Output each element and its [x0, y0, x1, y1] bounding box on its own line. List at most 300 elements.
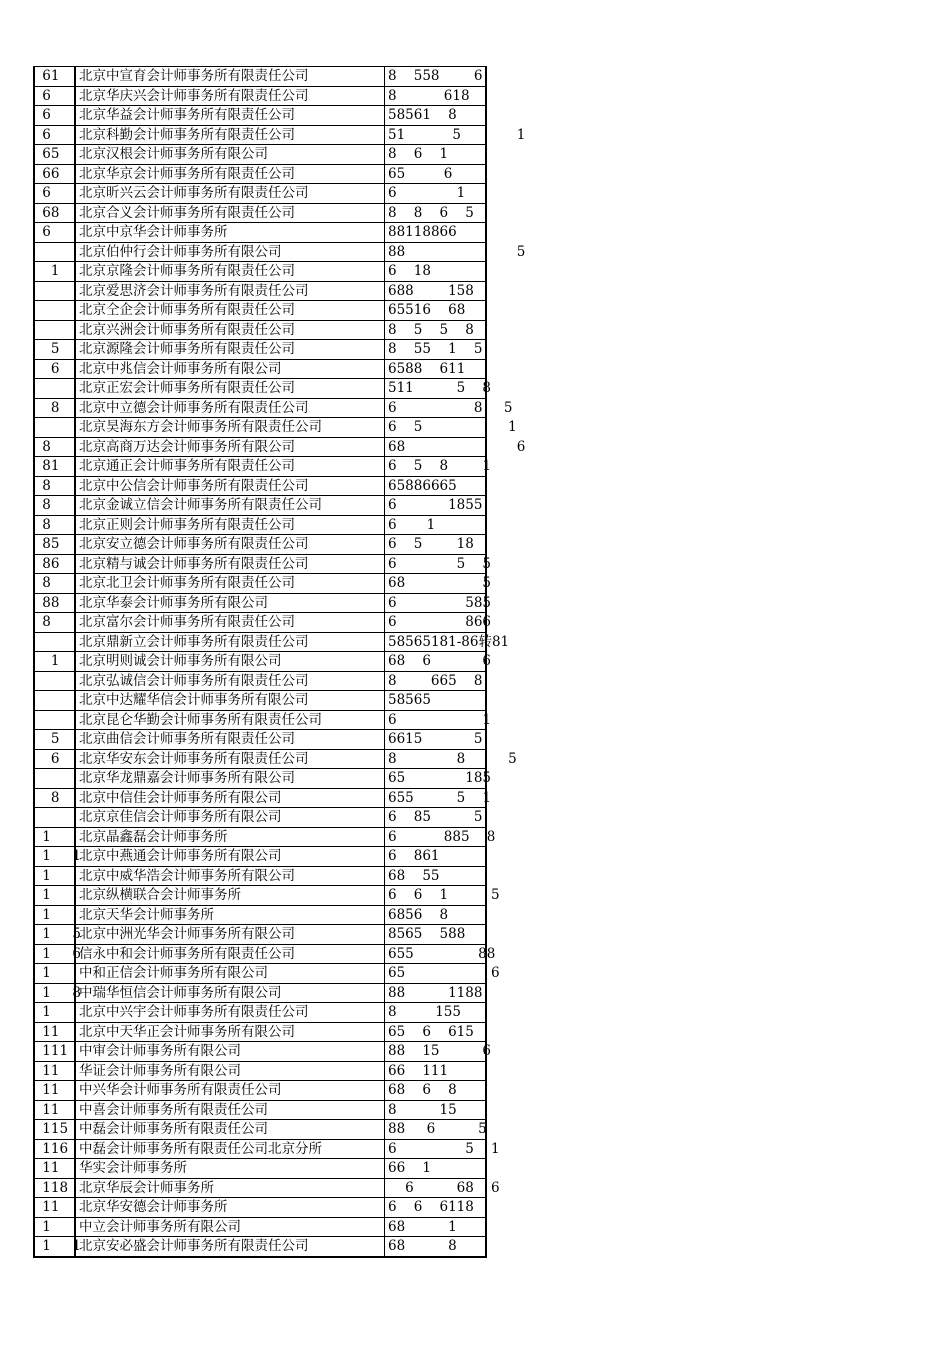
- firm-name: 北京爱思济会计师事务所有限责任公司: [75, 281, 385, 301]
- row-number-cell: [34, 1159, 75, 1179]
- row-number: 1 8: [38, 984, 81, 1001]
- row-number-cell: [34, 223, 75, 243]
- firm-name: 北京中威华浩会计师事务所有限公司: [75, 866, 385, 886]
- table-row: [34, 808, 486, 828]
- firm-name: 北京昊海东方会计师事务所有限责任公司: [75, 418, 385, 438]
- phone-number: 655 5 1: [388, 789, 492, 806]
- firm-name: 北京天华会计师事务所: [75, 905, 385, 925]
- table-row: [34, 1159, 486, 1179]
- phone-number: 8 155: [388, 1004, 461, 1021]
- phone-number: 6 885 8: [388, 828, 496, 845]
- phone-cell: [385, 671, 487, 691]
- table-row: [34, 613, 486, 633]
- phone-cell: [385, 691, 487, 711]
- row-number-cell: [34, 457, 75, 477]
- table-row: [34, 515, 486, 535]
- table-row: [34, 437, 486, 457]
- phone-cell: [385, 1003, 487, 1023]
- phone-number: 65516 68: [388, 302, 466, 319]
- row-number: 8: [38, 497, 51, 514]
- row-number: 8: [38, 516, 51, 533]
- phone-number: 6 85 5: [388, 809, 483, 826]
- phone-cell: [385, 730, 487, 750]
- phone-number: 65886665: [388, 477, 457, 494]
- phone-number: 6 5 1: [388, 1140, 500, 1157]
- firm-name: 北京通正会计师事务所有限责任公司: [75, 457, 385, 477]
- table-row: [34, 301, 486, 321]
- firm-name: 北京京佳信会计师事务所有限公司: [75, 808, 385, 828]
- row-number-cell: [34, 886, 75, 906]
- row-number: 68: [38, 204, 60, 221]
- phone-cell: [385, 242, 526, 262]
- row-number-cell: [34, 379, 75, 399]
- phone-cell: [385, 808, 487, 828]
- phone-number: 8 5 5 8: [388, 321, 474, 338]
- row-number-cell: [34, 1022, 75, 1042]
- table-row: [34, 418, 486, 438]
- row-number: 1 5: [38, 926, 81, 943]
- row-number-cell: [34, 320, 75, 340]
- row-number-cell: [34, 1237, 81, 1257]
- row-number: 6: [38, 87, 51, 104]
- row-number-cell: [34, 418, 75, 438]
- phone-number: 58561 8: [388, 107, 457, 124]
- phone-cell: [385, 301, 487, 321]
- phone-number: 88118866: [388, 224, 457, 241]
- phone-number: 511 5 8: [388, 380, 492, 397]
- firm-name: 北京正则会计师事务所有限责任公司: [75, 515, 385, 535]
- phone-cell: [385, 1022, 487, 1042]
- table-row: [34, 320, 486, 340]
- row-number: 1: [38, 965, 51, 982]
- table-row: [34, 847, 486, 867]
- phone-number: 51 5 1: [388, 126, 526, 143]
- phone-cell: [385, 418, 517, 438]
- table-row: [34, 242, 486, 262]
- row-number: 11: [38, 1160, 60, 1177]
- row-number: 6: [38, 224, 51, 241]
- phone-number: 6 861: [388, 848, 440, 865]
- phone-cell: [385, 866, 487, 886]
- phone-number: 6 8 5: [388, 399, 513, 416]
- row-number-cell: [34, 788, 75, 808]
- phone-number: 8565 588: [388, 926, 466, 943]
- firm-name: 北京华龙鼎嘉会计师事务所有限公司: [75, 769, 385, 789]
- row-number: 81: [38, 458, 60, 475]
- row-number: 6: [38, 185, 51, 202]
- table-row: [34, 710, 486, 730]
- phone-number: 6 5 18: [388, 536, 474, 553]
- phone-number: 68 8: [388, 1238, 457, 1255]
- phone-cell: [385, 983, 487, 1003]
- phone-number: 65 6: [388, 165, 453, 182]
- phone-number: 68 6 8: [388, 1082, 457, 1099]
- row-number: 66: [38, 165, 60, 182]
- firm-name: 北京晶鑫磊会计师事务所: [75, 827, 385, 847]
- phone-cell: [385, 769, 492, 789]
- row-number-cell: [34, 574, 75, 594]
- table-row: [34, 1003, 486, 1023]
- row-number-cell: [34, 632, 75, 652]
- table-row: [34, 145, 486, 165]
- table-row: [34, 827, 486, 847]
- firm-name: 北京伯仲行会计师事务所有限公司: [75, 242, 385, 262]
- phone-cell: [385, 145, 487, 165]
- firm-name: 北京纵横联合会计师事务所: [75, 886, 385, 906]
- firm-name: 北京昆仑华勤会计师事务所有限责任公司: [75, 710, 385, 730]
- table-body: [34, 67, 526, 1257]
- table-row: [34, 262, 486, 282]
- table-row: [34, 86, 486, 106]
- row-number-cell: [34, 359, 75, 379]
- firm-name: 北京中公信会计师事务所有限责任公司: [75, 476, 385, 496]
- firm-name: 北京华安德会计师事务所: [75, 1198, 385, 1218]
- table-row: [34, 359, 486, 379]
- firm-name: 北京中达耀华信会计师事务所有限公司: [75, 691, 385, 711]
- phone-number: 8 55 1 5: [388, 341, 483, 358]
- row-number-cell: [34, 398, 75, 418]
- row-number-cell: [34, 1081, 75, 1101]
- phone-number: 8 6 1: [388, 146, 449, 163]
- row-number-cell: [34, 769, 75, 789]
- phone-cell: [385, 847, 487, 867]
- phone-number: 88 1188: [388, 984, 483, 1001]
- phone-number: 6 1: [388, 711, 492, 728]
- table-row: [34, 1042, 486, 1062]
- firm-name: 中磊会计师事务所有限责任公司北京分所: [75, 1139, 385, 1159]
- phone-cell: [385, 1042, 492, 1062]
- phone-cell: [385, 613, 492, 633]
- table-row: [34, 125, 486, 145]
- table-row: [34, 632, 486, 652]
- phone-cell: [385, 457, 492, 477]
- firm-name: 北京源隆会计师事务所有限责任公司: [75, 340, 385, 360]
- phone-number: 688 158: [388, 282, 474, 299]
- phone-cell: [385, 574, 492, 594]
- phone-number: 68 55: [388, 867, 440, 884]
- phone-number: 6615 5: [388, 731, 483, 748]
- firm-name: 中磊会计师事务所有限责任公司: [75, 1120, 385, 1140]
- phone-cell: [385, 1237, 487, 1257]
- row-number-cell: [34, 262, 75, 282]
- table-row: [34, 476, 486, 496]
- table-row: [34, 983, 486, 1003]
- phone-number: 6 68 6: [388, 1179, 500, 1196]
- table-row: [34, 281, 486, 301]
- firm-name: 北京曲信会计师事务所有限责任公司: [75, 730, 385, 750]
- firm-name: 北京弘诚信会计师事务所有限责任公司: [75, 671, 385, 691]
- row-number: 111: [38, 1043, 69, 1060]
- firm-name: 北京中信佳会计师事务所有限公司: [75, 788, 385, 808]
- phone-number: 8 665 8: [388, 672, 483, 689]
- firm-name: 北京富尔会计师事务所有限责任公司: [75, 613, 385, 633]
- row-number-cell: [34, 671, 75, 691]
- firm-name: 北京安立德会计师事务所有限责任公司: [75, 535, 385, 555]
- row-number-cell: [34, 866, 75, 886]
- row-number-cell: [34, 944, 81, 964]
- row-number: 1 1: [38, 848, 81, 865]
- phone-number: 6 1: [388, 185, 466, 202]
- firm-name: 华实会计师事务所: [75, 1159, 385, 1179]
- table-row: [34, 866, 486, 886]
- firm-name: 中审会计师事务所有限公司: [75, 1042, 385, 1062]
- row-number-cell: [34, 340, 75, 360]
- phone-cell: [385, 223, 487, 243]
- phone-cell: [385, 1159, 487, 1179]
- row-number-cell: [34, 593, 75, 613]
- row-number-cell: [34, 691, 75, 711]
- phone-number: 6 18: [388, 263, 431, 280]
- row-number-cell: [34, 184, 75, 204]
- row-number-cell: [34, 1217, 75, 1237]
- table-row: [34, 1100, 486, 1120]
- firm-directory-table: [33, 66, 526, 1258]
- row-number: 1: [38, 1004, 51, 1021]
- phone-cell: [385, 67, 487, 87]
- phone-number: 8 8 5: [388, 750, 517, 767]
- phone-cell: [385, 398, 513, 418]
- phone-cell: [385, 164, 487, 184]
- row-number: 6: [38, 107, 51, 124]
- phone-number: 6 6 6118: [388, 1199, 474, 1216]
- row-number-cell: [34, 964, 75, 984]
- firm-name: 北京中洲光华会计师事务所有限公司: [75, 925, 385, 945]
- firm-name: 华证会计师事务所有限公司: [75, 1061, 385, 1081]
- row-number: 8: [38, 438, 51, 455]
- firm-name: 北京明则诚会计师事务所有限公司: [75, 652, 385, 672]
- table-row: [34, 593, 486, 613]
- table-row: [34, 554, 486, 574]
- table-row: [34, 1081, 486, 1101]
- table-row: [34, 1237, 486, 1257]
- phone-number: 6 1855: [388, 497, 483, 514]
- row-number-cell: [34, 983, 81, 1003]
- table-row: [34, 1061, 486, 1081]
- phone-cell: [385, 281, 487, 301]
- row-number-cell: [34, 164, 75, 184]
- phone-cell: [385, 535, 487, 555]
- table-row: [34, 164, 486, 184]
- firm-name: 中和正信会计师事务所有限公司: [75, 964, 385, 984]
- firm-name: 北京精与诚会计师事务所有限责任公司: [75, 554, 385, 574]
- firm-name: 北京中京华会计师事务所: [75, 223, 385, 243]
- table-row: [34, 691, 486, 711]
- table-row: [34, 535, 486, 555]
- row-number: 8: [38, 399, 60, 416]
- firm-name: 北京华庆兴会计师事务所有限责任公司: [75, 86, 385, 106]
- firm-name: 北京汉根会计师事务所有限公司: [75, 145, 385, 165]
- row-number: 1: [38, 828, 51, 845]
- phone-number: 6588 611: [388, 360, 466, 377]
- row-number: 1: [38, 906, 51, 923]
- phone-number: 65 6 615: [388, 1023, 474, 1040]
- firm-name: 北京华安东会计师事务所有限责任公司: [75, 749, 385, 769]
- row-number-cell: [34, 1178, 75, 1198]
- firm-name: 信永中和会计师事务所有限责任公司: [75, 944, 385, 964]
- row-number-cell: [34, 652, 75, 672]
- row-number-cell: [34, 535, 75, 555]
- row-number-cell: [34, 67, 75, 87]
- table-row: [34, 652, 486, 672]
- phone-cell: [385, 379, 492, 399]
- phone-cell: [385, 1139, 500, 1159]
- phone-cell: [385, 905, 487, 925]
- row-number-cell: [34, 476, 75, 496]
- row-number-cell: [34, 496, 75, 516]
- phone-cell: [385, 125, 526, 145]
- phone-cell: [385, 593, 492, 613]
- phone-cell: [385, 925, 487, 945]
- firm-name: 北京昕兴云会计师事务所有限责任公司: [75, 184, 385, 204]
- phone-cell: [385, 476, 487, 496]
- table-row: [34, 379, 486, 399]
- row-number: 61: [38, 68, 60, 85]
- table-row: [34, 398, 486, 418]
- firm-name: 北京中天华正会计师事务所有限公司: [75, 1022, 385, 1042]
- row-number-cell: [34, 1042, 75, 1062]
- row-number-cell: [34, 1198, 75, 1218]
- phone-cell: [385, 496, 487, 516]
- row-number: 5: [38, 341, 60, 358]
- row-number: 6: [38, 360, 60, 377]
- phone-number: 6 1: [388, 516, 436, 533]
- phone-number: 58565181-86转81: [388, 633, 510, 650]
- row-number-cell: [34, 86, 75, 106]
- phone-cell: [385, 86, 487, 106]
- row-number: 8: [38, 789, 60, 806]
- table-row: [34, 749, 486, 769]
- table-row: [34, 340, 486, 360]
- phone-number: 58565: [388, 692, 431, 709]
- row-number-cell: [34, 203, 75, 223]
- phone-number: 6856 8: [388, 906, 449, 923]
- phone-number: 8 618: [388, 87, 470, 104]
- table-row: [34, 1178, 486, 1198]
- firm-name: 北京仝企会计师事务所有限责任公司: [75, 301, 385, 321]
- table-row: [34, 905, 486, 925]
- phone-number: 68 6 6: [388, 653, 492, 670]
- firm-name: 北京中燕通会计师事务所有限公司: [75, 847, 385, 867]
- table-row: [34, 67, 486, 87]
- phone-number: 6 5 8 1: [388, 458, 492, 475]
- row-number: 1 6: [38, 945, 81, 962]
- phone-cell: [385, 1081, 487, 1101]
- row-number-cell: [34, 613, 75, 633]
- phone-number: 65 185: [388, 770, 492, 787]
- phone-number: 8 558 6: [388, 68, 483, 85]
- phone-cell: [385, 340, 487, 360]
- phone-number: 88 6 5: [388, 1121, 487, 1138]
- firm-name: 北京鼎新立会计师事务所有限责任公司: [75, 632, 385, 652]
- row-number: 118: [38, 1179, 69, 1196]
- row-number-cell: [34, 730, 75, 750]
- phone-cell: [385, 1061, 487, 1081]
- firm-name: 北京华益会计师事务所有限责任公司: [75, 106, 385, 126]
- phone-number: 66 111: [388, 1062, 449, 1079]
- firm-name: 北京安必盛会计师事务所有限责任公司: [75, 1237, 385, 1257]
- row-number: 1: [38, 1218, 51, 1235]
- row-number: 116: [38, 1140, 69, 1157]
- firm-name: 中瑞华恒信会计师事务所有限公司: [75, 983, 385, 1003]
- row-number-cell: [34, 437, 75, 457]
- phone-cell: [385, 964, 500, 984]
- row-number-cell: [34, 905, 75, 925]
- table-row: [34, 223, 486, 243]
- phone-number: 88 5: [388, 243, 526, 260]
- row-number-cell: [34, 145, 75, 165]
- row-number-cell: [34, 925, 81, 945]
- phone-number: 6 585: [388, 594, 492, 611]
- row-number-cell: [34, 106, 75, 126]
- phone-cell: [385, 710, 492, 730]
- phone-number: 68 5: [388, 575, 492, 592]
- table-row: [34, 1022, 486, 1042]
- table-row: [34, 1139, 486, 1159]
- firm-name: 北京中立德会计师事务所有限责任公司: [75, 398, 385, 418]
- table-row: [34, 106, 486, 126]
- row-number-cell: [34, 808, 75, 828]
- firm-name: 北京京隆会计师事务所有限责任公司: [75, 262, 385, 282]
- row-number: 11: [38, 1082, 60, 1099]
- phone-number: 8 8 6 5: [388, 204, 474, 221]
- phone-cell: [385, 554, 492, 574]
- row-number: 6: [38, 750, 60, 767]
- phone-cell: [385, 359, 487, 379]
- table-row: [34, 730, 486, 750]
- table-row: [34, 203, 486, 223]
- phone-cell: [385, 827, 496, 847]
- phone-number: 8 15: [388, 1101, 457, 1118]
- row-number-cell: [34, 242, 75, 262]
- firm-name: 北京中宣育会计师事务所有限责任公司: [75, 67, 385, 87]
- phone-number: 655 88: [388, 945, 496, 962]
- table-row: [34, 925, 486, 945]
- row-number: 11: [38, 1062, 60, 1079]
- row-number-cell: [34, 1139, 75, 1159]
- row-number: 11: [38, 1101, 60, 1118]
- phone-number: 6 6 1 5: [388, 887, 500, 904]
- phone-number: 65 6: [388, 965, 500, 982]
- row-number: 11: [38, 1023, 60, 1040]
- row-number: 6: [38, 126, 51, 143]
- phone-cell: [385, 437, 526, 457]
- row-number-cell: [34, 710, 75, 730]
- phone-number: 68 6: [388, 438, 526, 455]
- phone-cell: [385, 1100, 487, 1120]
- phone-cell: [385, 320, 487, 340]
- firm-name: 北京中兆信会计师事务所有限公司: [75, 359, 385, 379]
- firm-name: 北京高商万达会计师事务所有限公司: [75, 437, 385, 457]
- phone-cell: [385, 515, 487, 535]
- row-number-cell: [34, 1100, 75, 1120]
- table-row: [34, 1120, 486, 1140]
- firm-name: 北京合义会计师事务所有限责任公司: [75, 203, 385, 223]
- table-row: [34, 496, 486, 516]
- table-row: [34, 457, 486, 477]
- table-row: [34, 184, 486, 204]
- table-row: [34, 964, 486, 984]
- row-number: 115: [38, 1121, 69, 1138]
- firm-name: 北京科勤会计师事务所有限责任公司: [75, 125, 385, 145]
- phone-cell: [385, 788, 492, 808]
- phone-cell: [385, 632, 510, 652]
- table-row: [34, 886, 486, 906]
- row-number: 65: [38, 146, 60, 163]
- phone-cell: [385, 1120, 487, 1140]
- row-number: 8: [38, 614, 51, 631]
- table-row: [34, 769, 486, 789]
- firm-name: 中喜会计师事务所有限责任公司: [75, 1100, 385, 1120]
